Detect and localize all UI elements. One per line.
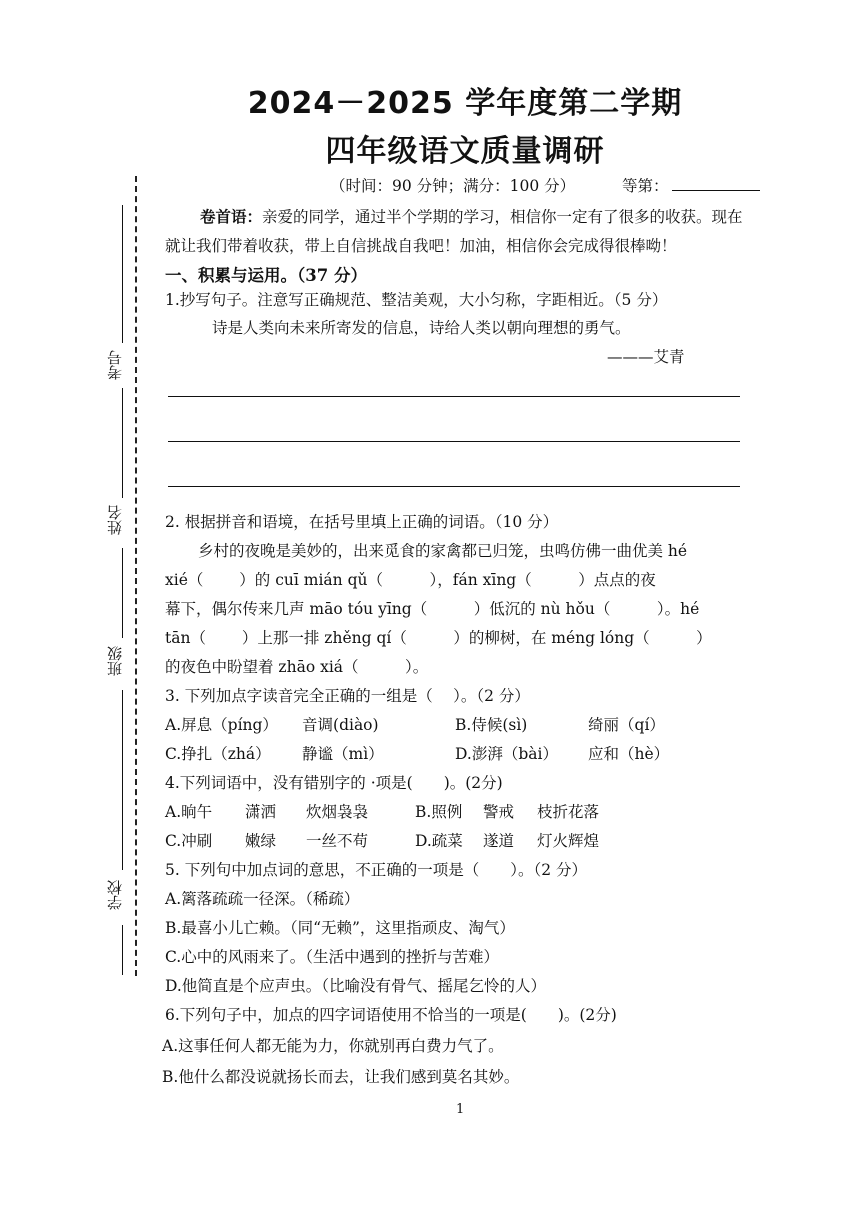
section1-heading: 一、积累与运用。（37 分） — [165, 266, 367, 285]
q4-a-2: 潇洒 — [245, 803, 277, 821]
kaohao-line[interactable] — [122, 205, 123, 343]
q6-stem: 6.下列句子中，加点的四字词语使用不恰当的一项是( )。(2分) — [165, 1006, 617, 1024]
q3-b-pinyin2: （qí） — [619, 716, 665, 734]
xingming-line[interactable] — [122, 548, 123, 638]
xuexiao-label: 学校 — [106, 880, 124, 910]
q3-b-prefix: B. — [455, 716, 472, 734]
exam-title-line2: 四年级语文质量调研 — [325, 134, 605, 169]
q2-line-2[interactable]: xié（ ）的 cuī mián qǔ（ ），fán xīng（ ）点点的夜 — [165, 571, 656, 589]
q2-line-3[interactable]: 幕下，偶尔传来几声 māo tóu yīng（ ）低沉的 nù hǒu（ ）。hé — [165, 600, 700, 618]
q3-option-a2 — [302, 713, 379, 735]
binding-dashed-line — [135, 176, 137, 976]
exam-title-line1: 2024－2025 学年度第二学期 — [247, 86, 683, 121]
q3-d-word1: 澎湃 — [471, 745, 503, 763]
q4-b-3: 枝折花落 — [537, 803, 600, 821]
banji-label: 班级 — [106, 646, 124, 676]
q5-stem: 5. 下列句中加点词的意思，不正确的一项是（ ）。（2 分） — [165, 861, 588, 879]
q3-b-word2: 绮丽 — [588, 716, 620, 734]
q4-c-1[interactable]: C.冲刷 — [165, 832, 213, 850]
xuexiao-line[interactable] — [122, 925, 123, 975]
q3-d-word2: 应和 — [588, 745, 620, 763]
q5-option-a[interactable]: A.篱落疏疏一径深。（稀疏） — [165, 890, 360, 908]
q2-line-5[interactable]: 的夜色中盼望着 zhāo xiá（ ）。 — [165, 658, 429, 676]
grade-label: 等第： — [622, 177, 669, 195]
kaohao-label: 考号 — [106, 350, 124, 380]
q3-option-d[interactable] — [455, 742, 558, 764]
preface-label: 卷首语： — [200, 207, 263, 226]
q5-option-c[interactable]: C.心中的风雨来了。（生活中遇到的挫折与苦难） — [165, 948, 499, 966]
q3-c-word1: 挣扎 — [181, 745, 213, 763]
q3-a-pinyin1: （píng） — [212, 716, 278, 734]
q3-c-pinyin1: （zhá） — [212, 745, 271, 763]
q2-stem: 2. 根据拼音和语境，在括号里填上正确的词语。（10 分） — [165, 513, 559, 531]
q4-d-2: 遂道 — [483, 832, 515, 850]
q3-option-c2 — [302, 742, 384, 764]
q3-a-word2: 音调 — [302, 716, 334, 734]
banji-line[interactable] — [122, 690, 123, 870]
preface-line2: 就让我们带着收获，带上自信挑战自我吧！加油，相信你会完成得很棒呦！ — [165, 237, 677, 255]
q3-b-pinyin1: (sì) — [502, 716, 528, 734]
q4-c-3: 一丝不苟 — [306, 832, 369, 850]
q3-stem: 3. 下列加点字读音完全正确的一组是（ ）。（2 分） — [165, 687, 530, 705]
q1-stem: 1.抄写句子。注意写正确规范、整洁美观，大小匀称，字距相近。（5 分） — [165, 291, 668, 309]
q3-option-d2 — [588, 742, 669, 764]
q4-b-2: 警戒 — [483, 803, 515, 821]
q3-option-c[interactable] — [165, 742, 271, 764]
xingming-label: 姓名 — [106, 505, 124, 535]
q3-option-a[interactable] — [165, 713, 278, 735]
q3-a-pinyin2: (diào) — [333, 716, 379, 734]
q3-a-prefix: A. — [165, 716, 182, 734]
q4-stem: 4.下列词语中，没有错别字的 ·项是( )。(2分) — [165, 774, 503, 792]
q3-b-word1: 侍候 — [471, 716, 503, 734]
q6-option-b[interactable]: B.他什么都没说就扬长而去，让我们感到莫名其妙。 — [162, 1068, 520, 1086]
q3-option-b2 — [588, 713, 665, 735]
q1-answer-line-2[interactable] — [168, 441, 740, 442]
q4-a-3: 炊烟袅袅 — [306, 803, 369, 821]
q2-line-1: 乡村的夜晚是美妙的，出来觅食的家禽都已归笼，虫鸣仿佛一曲优美 hé — [198, 542, 688, 560]
q3-c-word2: 静谧 — [302, 745, 334, 763]
preface-line1 — [200, 205, 743, 227]
q1-sentence: 诗是人类向未来所寄发的信息，诗给人类以朝向理想的勇气。 — [212, 319, 631, 337]
q3-c-pinyin2: （mì） — [333, 745, 384, 763]
q3-d-pinyin2: （hè） — [619, 745, 670, 763]
q4-a-1[interactable]: A.晌午 — [165, 803, 213, 821]
q3-d-prefix: D. — [455, 745, 472, 763]
q3-a-word1: 屏息 — [181, 716, 213, 734]
q5-option-b[interactable]: B.最喜小儿亡赖。（同“无赖”，这里指顽皮、淘气） — [165, 919, 515, 937]
q3-d-pinyin1: （bài） — [502, 745, 558, 763]
q3-c-prefix: C. — [165, 745, 182, 763]
q6-option-a[interactable]: A.这事任何人都无能为力，你就别再白费力气了。 — [162, 1037, 504, 1055]
q1-answer-line-1[interactable] — [168, 396, 740, 397]
q4-d-3: 灯火辉煌 — [537, 832, 600, 850]
q2-line-4[interactable]: tān（ ）上那一排 zhěng qí（ ）的柳树，在 méng lóng（ ） — [165, 629, 712, 647]
q4-d-1[interactable]: D.疏菜 — [415, 832, 463, 850]
page-number: 1 — [456, 1102, 465, 1117]
q1-answer-line-3[interactable] — [168, 486, 740, 487]
preface-text-1: 亲爱的同学，通过半个学期的学习，相信你一定有了很多的收获。现在 — [262, 208, 743, 226]
q3-option-b[interactable] — [455, 713, 527, 735]
q4-c-2: 嫩绿 — [245, 832, 277, 850]
grade-blank-line[interactable] — [672, 190, 760, 191]
exam-meta: （时间：90 分钟；满分：100 分） — [330, 177, 576, 195]
q1-author: ———艾青 — [607, 348, 685, 366]
q5-option-d[interactable]: D.他简直是个应声虫。（比喻没有骨气、摇尾乞怜的人） — [165, 977, 547, 995]
kaohao-line-2[interactable] — [122, 388, 123, 498]
q4-b-1[interactable]: B.照例 — [415, 803, 463, 821]
